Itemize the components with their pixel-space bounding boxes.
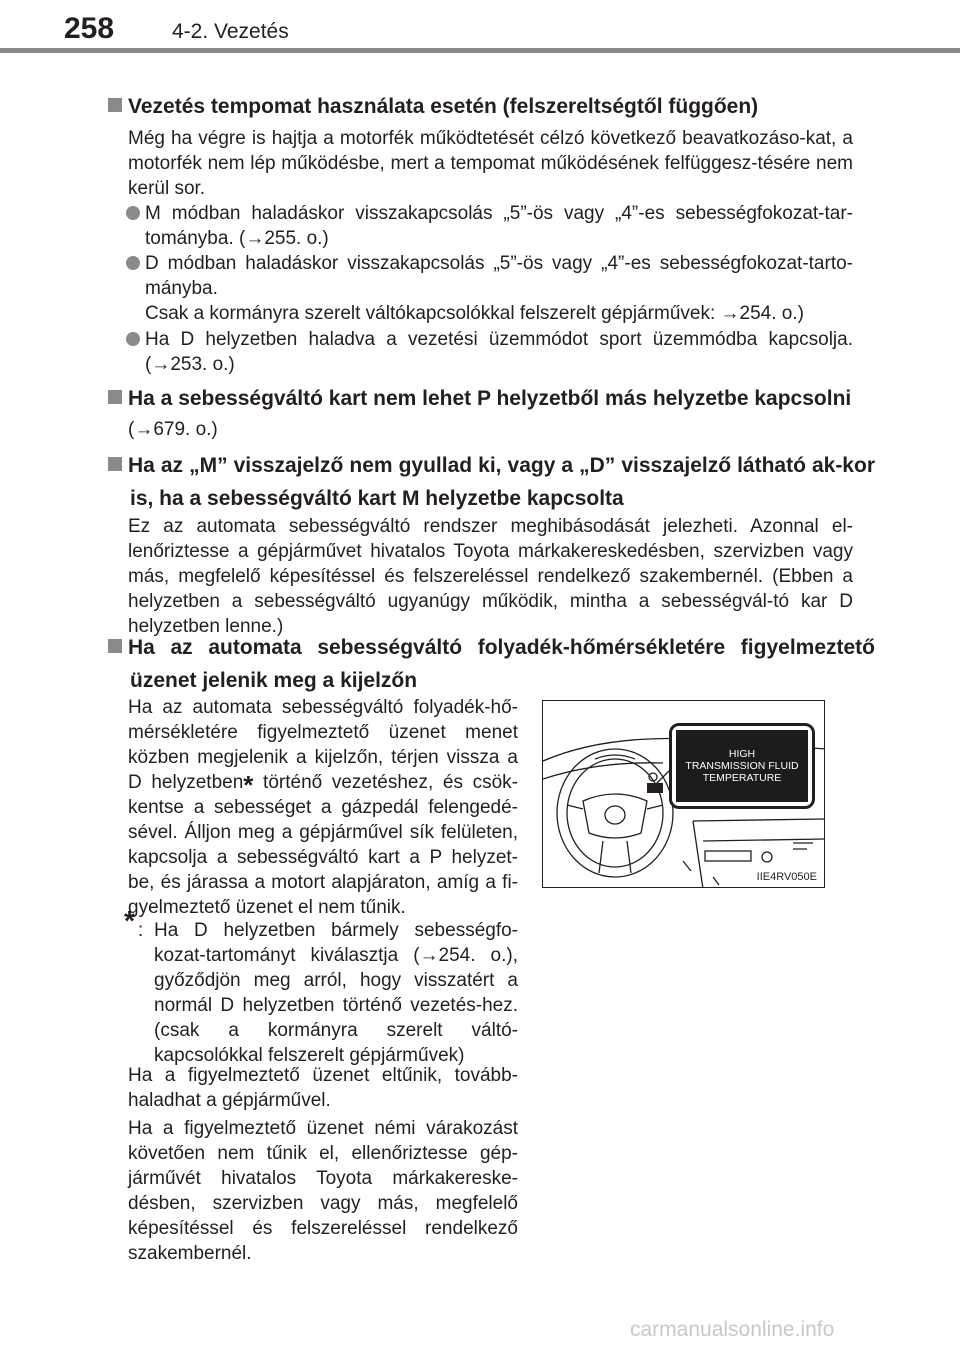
section-paragraph: Ha az automata sebességváltó folyadék-hő-mérsékletére figyelmeztető üzenet menet közben megjelenik a kijelzőn, térjen vissza a D helyzetben* történő vezetéshez, és csök-kentse a sebességet a gázpedál felengedé-sével. Álljon meg a gépjárművel sík felületen, kapcsolja a sebességváltó kart a P helyzet-be, és járassa a motort alapjáraton, amíg a fi-gyelmeztető üzenet el nem tűnik. bbox=[128, 697, 519, 918]
list-item: Ha D helyzetben haladva a vezetési üzemmódot sport üzemmódba kapcsolja. (→253. o.) bbox=[128, 327, 853, 377]
header-rule bbox=[0, 48, 960, 53]
section-paragraph: Ha a figyelmeztető üzenet némi várakozást követően nem tűnik el, ellenőriztesse gép-járművét hivatalos Toyota márkakereske-désben, szervizben vagy más, megfelelő képesítéssel és felszereléssel rendelkező szakembernél. bbox=[128, 1118, 518, 1264]
square-bullet-icon bbox=[108, 457, 122, 471]
watermark: carmanualsonline.info bbox=[630, 1318, 835, 1341]
circle-bullet-icon bbox=[126, 206, 140, 220]
section-title: 4-2. Vezetés bbox=[172, 20, 289, 43]
section-paragraph: Ha a figyelmeztető üzenet eltűnik, tovább-haladhat a gépjárművel. bbox=[128, 1065, 518, 1111]
section-heading: Ha az automata sebességváltó folyadék-hőmérsékletére figyelmeztető üzenet jelenik meg a kijelzőn bbox=[108, 631, 875, 697]
asterisk-marker: * bbox=[124, 905, 135, 936]
section-heading: Ha a sebességváltó kart nem lehet P helyzetből más helyzetbe kapcsolni bbox=[108, 382, 853, 415]
asterisk-marker: * bbox=[243, 770, 254, 800]
section-heading: Vezetés tempomat használata esetén (felszereltségtől függően) bbox=[108, 90, 853, 123]
figure-code: IIE4RV050E bbox=[756, 871, 817, 883]
section-heading: Ha az „M” visszajelző nem gyullad ki, vagy a „D” visszajelző látható ak-kor is, ha a sebességváltó kart M helyzetbe kapcsolta bbox=[108, 449, 875, 515]
dashboard-illustration bbox=[542, 700, 825, 888]
section-paragraph: (→679. o.) bbox=[128, 419, 218, 440]
square-bullet-icon bbox=[108, 639, 122, 653]
list-item: M módban haladáskor visszakapcsolás „5”-ös vagy „4”-es sebességfokozat-tar-tományba. (→255. o.) bbox=[128, 201, 853, 251]
square-bullet-icon bbox=[108, 98, 122, 112]
list-item: D módban haladáskor visszakapcsolás „5”-ös vagy „4”-es sebességfokozat-tarto-mányba. Csak a kormányra szerelt váltókapcsolókkal felszerelt gépjárművek: →254. o.) bbox=[128, 251, 853, 326]
circle-bullet-icon bbox=[126, 332, 140, 346]
display-callout bbox=[669, 723, 815, 809]
section-paragraph: Még ha végre is hajtja a motorfék működtetését célzó következő beavatkozáso-kat, a motorfék nem lép működésbe, mert a tempomat működésének felfüggesz-tésére nem kerül sor. bbox=[128, 128, 853, 199]
square-bullet-icon bbox=[108, 390, 122, 404]
footnote: * : Ha D helyzetben bármely sebességfo-kozat-tartományt kiválasztja (→254. o.), győződjön meg arról, hogy visszatért a normál D helyzetben történő vezetés-hez. (csak a kormányra szerelt váltó-kapcsolókkal felszerelt gépjárművek) bbox=[124, 905, 518, 1066]
warning-message-screen: HIGH TRANSMISSION FLUID TEMPERATURE bbox=[676, 730, 808, 802]
page-number: 258 bbox=[64, 12, 115, 45]
section-paragraph: Ez az automata sebességváltó rendszer meghibásodását jelezheti. Azonnal el-lenőriztesse a gépjárművet hivatalos Toyota márkakereskedésben, szervizben vagy más, megfelelő képesítéssel és felszereléssel rendelkező szakembernél. (Ebben a helyzetben a sebességváltó ugyanúgy működik, mintha a sebességvál-tó kar D helyzetben lenne.) bbox=[128, 516, 853, 637]
circle-bullet-icon bbox=[126, 256, 140, 270]
